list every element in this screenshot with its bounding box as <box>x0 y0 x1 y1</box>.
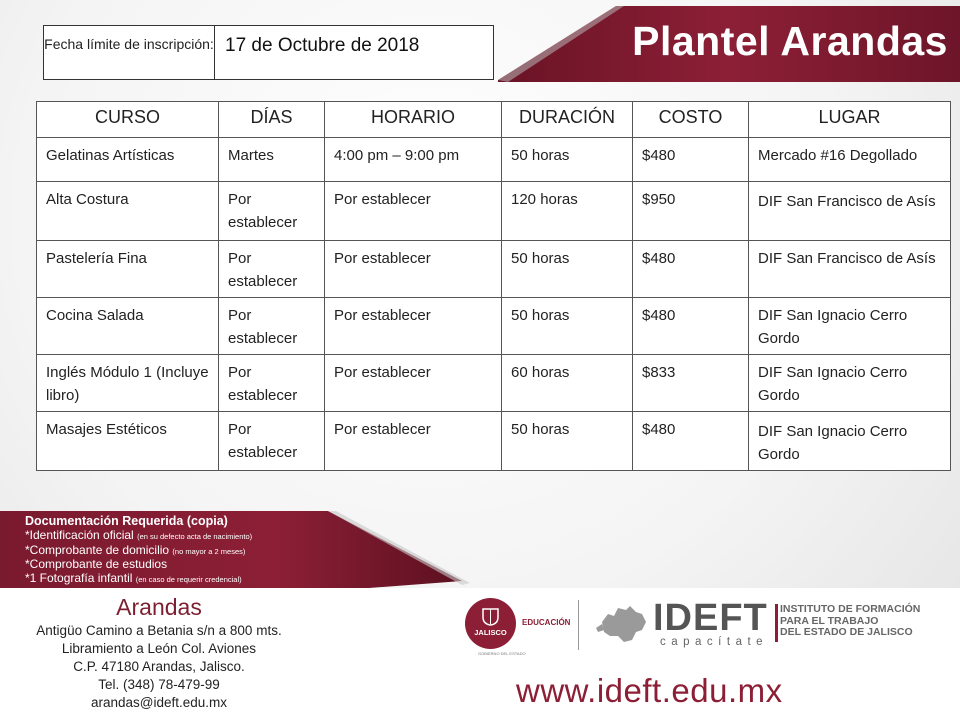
header-costo: COSTO <box>633 102 749 138</box>
doc-item-note: (en su defecto acta de nacimiento) <box>137 532 253 541</box>
jalisco-emblem-icon <box>482 606 499 626</box>
cell-costo: $480 <box>633 138 749 182</box>
table-row <box>37 138 951 182</box>
cell-lugar: DIF San Francisco de Asís <box>749 241 951 298</box>
cell-curso: Masajes Estéticos <box>37 412 219 471</box>
website-link[interactable]: www.ideft.edu.mx <box>516 672 783 709</box>
cell-lugar: Mercado #16 Degollado <box>749 138 951 182</box>
ideft-logo: IDEFT <box>653 597 768 639</box>
cell-curso: Inglés Módulo 1 (Incluye libro) <box>37 355 219 412</box>
ideft-full-name <box>780 604 920 639</box>
header-curso: CURSO <box>37 102 219 138</box>
address-line: Libramiento a León Col. Aviones <box>61 641 257 656</box>
doc-item-note: (no mayor a 2 meses) <box>172 546 246 556</box>
campus-title: Plantel Arandas <box>632 18 948 64</box>
documentation-block <box>25 513 345 586</box>
doc-item-text: *Comprobante de estudios <box>25 557 168 571</box>
cell-duracion: 50 horas <box>502 241 633 298</box>
cell-lugar: DIF San Ignacio Cerro Gordo <box>749 355 951 412</box>
cell-horario: Por establecer <box>325 412 502 471</box>
logo-divider <box>578 600 579 650</box>
cell-dias: Por establecer <box>219 182 325 241</box>
jalisco-map-icon <box>596 602 652 646</box>
educacion-label: EDUCACIÓN <box>522 618 571 627</box>
cell-curso: Pastelería Fina <box>37 241 219 298</box>
address-line: Antigüo Camino a Betania s/n a 800 mts. <box>36 623 282 638</box>
address-city: Arandas <box>116 594 202 620</box>
table-row <box>37 182 951 241</box>
ideft-name-line: PARA EL TRABAJO <box>780 614 879 627</box>
header-horario: HORARIO <box>325 102 502 138</box>
jalisco-sub-label: GOBIERNO DEL ESTADO <box>478 651 526 656</box>
cell-lugar: DIF San Ignacio Cerro Gordo <box>749 412 951 471</box>
cell-horario: Por establecer <box>325 182 502 241</box>
cell-dias: Por establecer <box>219 355 325 412</box>
cell-curso: Alta Costura <box>37 182 219 241</box>
jalisco-logo <box>465 598 516 649</box>
ideft-slogan: capacítate <box>660 636 769 648</box>
table-row <box>37 355 951 412</box>
doc-item <box>25 558 345 572</box>
address-line: C.P. 47180 Arandas, Jalisco. <box>73 659 245 674</box>
cell-dias: Martes <box>219 138 325 182</box>
table-row <box>37 241 951 298</box>
doc-item <box>25 529 345 544</box>
cell-curso: Gelatinas Artísticas <box>37 138 219 182</box>
table-row <box>37 412 951 471</box>
doc-item-note: (en caso de requerir credencial) <box>135 574 242 584</box>
ideft-accent-bar <box>775 604 778 642</box>
cell-dias: Por establecer <box>219 298 325 355</box>
cell-costo: $480 <box>633 298 749 355</box>
cell-costo: $480 <box>633 241 749 298</box>
cell-lugar: DIF San Ignacio Cerro Gordo <box>749 298 951 355</box>
address-phone: Tel. (348) 78-479-99 <box>98 677 220 692</box>
cell-horario: Por establecer <box>325 241 502 298</box>
header-lugar: LUGAR <box>749 102 951 138</box>
deadline-label: Fecha límite de inscripción: <box>44 26 215 79</box>
header-duracion: DURACIÓN <box>502 102 633 138</box>
cell-duracion: 120 horas <box>502 182 633 241</box>
cell-duracion: 60 horas <box>502 355 633 412</box>
cell-costo: $480 <box>633 412 749 471</box>
doc-item <box>25 572 345 587</box>
cell-costo: $833 <box>633 355 749 412</box>
cell-curso: Cocina Salada <box>37 298 219 355</box>
doc-item <box>25 544 345 559</box>
deadline-value: 17 de Octubre de 2018 <box>225 35 420 56</box>
jalisco-label: JALISCO <box>474 628 507 637</box>
doc-item-text: *Identificación oficial <box>25 528 134 542</box>
ideft-name-line: INSTITUTO DE FORMACIÓN <box>780 603 921 615</box>
cell-dias: Por establecer <box>219 241 325 298</box>
table-row <box>37 298 951 355</box>
header-dias: DÍAS <box>219 102 325 138</box>
table-header-row <box>37 102 951 138</box>
doc-item-text: *Comprobante de domicilio <box>25 542 170 557</box>
cell-dias: Por establecer <box>219 412 325 471</box>
courses-table <box>36 101 951 471</box>
cell-costo: $950 <box>633 182 749 241</box>
address-email: arandas@ideft.edu.mx <box>90 695 228 710</box>
cell-duracion: 50 horas <box>502 412 633 471</box>
cell-horario: Por establecer <box>325 298 502 355</box>
cell-horario: 4:00 pm – 9:00 pm <box>325 138 502 182</box>
cell-lugar: DIF San Francisco de Asís <box>749 182 951 241</box>
doc-item-text: *1 Fotografía infantil <box>25 570 133 585</box>
cell-duracion: 50 horas <box>502 138 633 182</box>
cell-horario: Por establecer <box>325 355 502 412</box>
cell-duracion: 50 horas <box>502 298 633 355</box>
ideft-name-line: DEL ESTADO DE JALISCO <box>780 626 913 638</box>
deadline-box <box>43 25 494 80</box>
documentation-title: Documentación Requerida (copia) <box>25 514 228 528</box>
